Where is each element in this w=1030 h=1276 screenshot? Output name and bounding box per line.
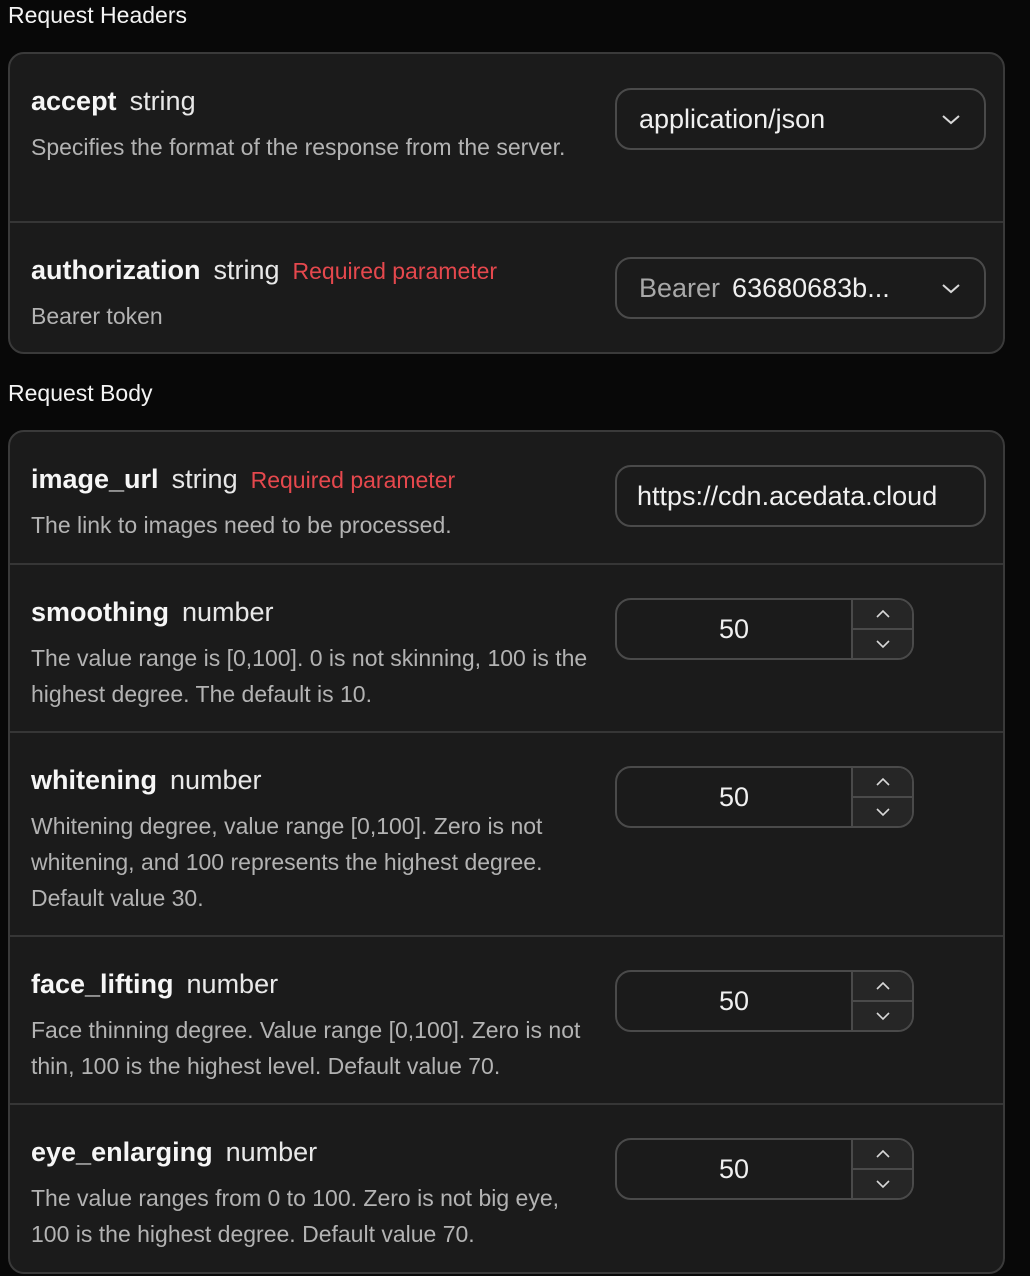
required-badge: Required parameter [292, 258, 498, 284]
decrement-button[interactable] [853, 1000, 912, 1030]
whitening-stepper[interactable] [615, 766, 914, 828]
param-row-face-lifting [10, 937, 1003, 1105]
decrement-button[interactable] [853, 796, 912, 826]
stepper-value[interactable]: 50 [617, 768, 853, 826]
request-body-title: Request Body [8, 380, 153, 406]
body-panel [8, 430, 1005, 1274]
eye-enlarging-stepper[interactable] [615, 1138, 914, 1200]
chevron-down-icon [875, 1011, 891, 1021]
decrement-button[interactable] [853, 1168, 912, 1198]
param-name: eye_enlarging [31, 1137, 213, 1167]
param-type: number [186, 969, 279, 999]
chevron-down-icon [940, 277, 962, 299]
chevron-down-icon [875, 807, 891, 817]
bearer-prefix: Bearer [639, 272, 721, 303]
increment-button[interactable] [853, 600, 912, 628]
param-type: number [181, 597, 274, 627]
param-type: number [225, 1137, 318, 1167]
decrement-button[interactable] [853, 628, 912, 658]
chevron-down-icon [875, 1179, 891, 1189]
stepper-value[interactable]: 50 [617, 1140, 853, 1198]
param-row-accept [10, 54, 1003, 223]
param-description: Bearer token [31, 303, 163, 329]
param-name: face_lifting [31, 969, 174, 999]
chevron-up-icon [875, 609, 891, 619]
chevron-down-icon [875, 639, 891, 649]
smoothing-stepper[interactable] [615, 598, 914, 660]
param-name: smoothing [31, 597, 169, 627]
param-name: authorization [31, 255, 201, 285]
param-type: string [213, 255, 280, 285]
param-row-authorization [10, 223, 1003, 354]
param-description: The value ranges from 0 to 100. Zero is not big eye, 100 is the highest degree. Default value 70. [31, 1185, 560, 1247]
param-name: image_url [31, 464, 159, 494]
param-description: The value range is [0,100]. 0 is not skinning, 100 is the highest degree. The default is 10. [31, 645, 588, 707]
chevron-down-icon [940, 108, 962, 130]
param-type: number [169, 765, 262, 795]
param-row-eye-enlarging [10, 1105, 1003, 1272]
increment-button[interactable] [853, 1140, 912, 1168]
headers-panel [8, 52, 1005, 354]
param-name: whitening [31, 765, 157, 795]
face-lifting-stepper[interactable] [615, 970, 914, 1032]
param-row-image-url [10, 432, 1003, 565]
chevron-up-icon [875, 981, 891, 991]
param-type: string [129, 86, 196, 116]
increment-button[interactable] [853, 972, 912, 1000]
param-row-whitening [10, 733, 1003, 937]
select-value: 63680683b... [732, 272, 890, 303]
param-description: The link to images need to be processed. [31, 512, 452, 538]
increment-button[interactable] [853, 768, 912, 796]
request-headers-title: Request Headers [8, 2, 187, 28]
param-description: Whitening degree, value range [0,100]. Zero is not whitening, and 100 represents the highest degree. Default value 30. [31, 813, 543, 911]
param-row-smoothing [10, 565, 1003, 733]
image-url-input[interactable] [615, 465, 986, 527]
accept-select[interactable] [615, 88, 986, 150]
param-type: string [171, 464, 238, 494]
required-badge: Required parameter [250, 467, 456, 493]
chevron-up-icon [875, 1149, 891, 1159]
select-value: application/json [639, 103, 826, 134]
stepper-value[interactable]: 50 [617, 600, 853, 658]
param-description: Face thinning degree. Value range [0,100]. Zero is not thin, 100 is the highest level. Default value 70. [31, 1017, 581, 1079]
stepper-value[interactable]: 50 [617, 972, 853, 1030]
chevron-up-icon [875, 777, 891, 787]
param-name: accept [31, 86, 117, 116]
authorization-select[interactable] [615, 257, 986, 319]
param-description: Specifies the format of the response from the server. [31, 134, 566, 160]
